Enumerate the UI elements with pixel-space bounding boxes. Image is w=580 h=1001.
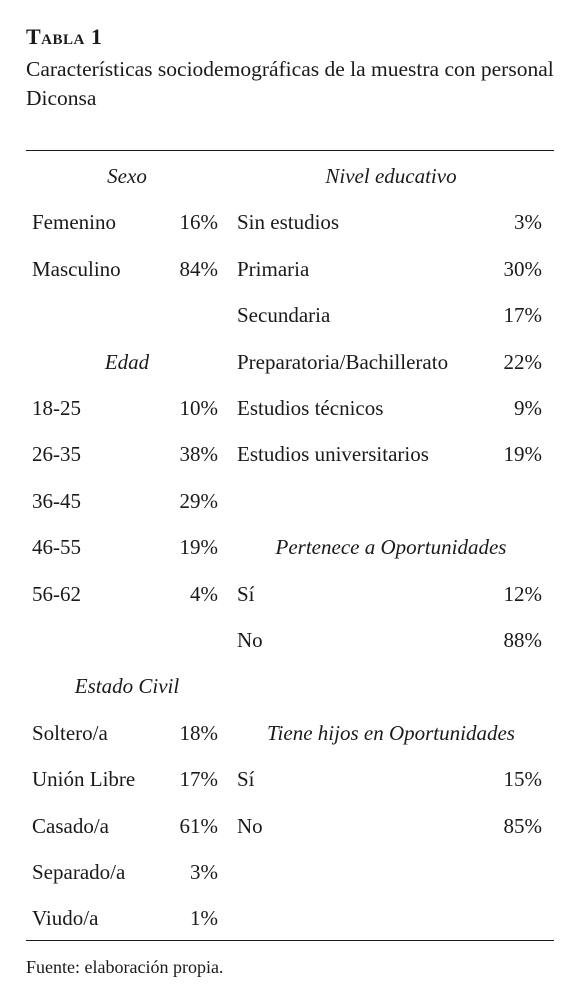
row-value: 61% bbox=[179, 813, 218, 838]
row-value: 10% bbox=[179, 396, 218, 420]
group-heading: Sexo bbox=[107, 164, 147, 188]
row-value: 29% bbox=[179, 488, 218, 513]
row-value: 38% bbox=[179, 442, 218, 467]
row-value: 12% bbox=[503, 581, 542, 606]
row-value: 3% bbox=[514, 210, 542, 235]
row-value: 1% bbox=[190, 906, 218, 931]
row-label: 56-62 bbox=[32, 581, 81, 606]
row-value: 84% bbox=[179, 256, 218, 281]
row-value: 15% bbox=[503, 767, 542, 792]
row-label: Viudo/a bbox=[32, 906, 99, 931]
row-value: 17% bbox=[179, 767, 218, 792]
row-label: Unión Libre bbox=[32, 767, 136, 792]
row-label: Estudios técnicos bbox=[237, 396, 384, 420]
row-label: Casado/a bbox=[32, 813, 109, 838]
row-value: 16% bbox=[179, 210, 218, 235]
row-label: 46-55 bbox=[32, 535, 81, 560]
row-label: 18-25 bbox=[32, 396, 81, 420]
row-label: Sí bbox=[237, 581, 255, 606]
row-value: 18% bbox=[179, 720, 218, 745]
row-value: 19% bbox=[503, 442, 542, 467]
row-label: No bbox=[237, 813, 263, 838]
row-label: Preparatoria/Bachillerato bbox=[237, 349, 449, 374]
row-value: 30% bbox=[503, 256, 542, 281]
table-title: Tabla 1 bbox=[26, 24, 103, 49]
row-value: 17% bbox=[503, 303, 542, 328]
row-label: 36-45 bbox=[32, 488, 81, 513]
row-label: 26-35 bbox=[32, 442, 81, 467]
row-label: Soltero/a bbox=[32, 720, 108, 745]
group-heading: Nivel educativo bbox=[325, 164, 457, 188]
row-label: Secundaria bbox=[237, 303, 331, 328]
table-subtitle: Características sociodemográficas de la muestra con personal Diconsa bbox=[26, 57, 554, 110]
top-rule bbox=[26, 150, 554, 151]
row-value: 4% bbox=[190, 581, 218, 606]
row-label: No bbox=[237, 628, 263, 652]
row-value: 88% bbox=[503, 628, 542, 652]
row-label: Femenino bbox=[32, 210, 116, 235]
row-value: 3% bbox=[190, 860, 218, 884]
group-heading: Pertenece a Oportunidades bbox=[275, 535, 507, 560]
group-heading: Tiene hijos en Oportunidades bbox=[267, 720, 515, 745]
row-value: 22% bbox=[503, 349, 542, 374]
group-heading: Edad bbox=[104, 349, 150, 374]
row-label: Masculino bbox=[32, 256, 121, 281]
row-label: Sí bbox=[237, 767, 255, 792]
row-label: Estudios universitarios bbox=[237, 442, 429, 467]
bottom-rule bbox=[26, 940, 554, 941]
row-label: Separado/a bbox=[32, 860, 126, 884]
row-value: 9% bbox=[514, 396, 542, 420]
row-value: 85% bbox=[503, 813, 542, 838]
row-label: Sin estudios bbox=[237, 210, 340, 235]
group-heading: Estado Civil bbox=[74, 674, 180, 699]
row-label: Primaria bbox=[237, 256, 310, 281]
row-value: 19% bbox=[179, 535, 218, 560]
table-source: Fuente: elaboración propia. bbox=[26, 957, 224, 977]
